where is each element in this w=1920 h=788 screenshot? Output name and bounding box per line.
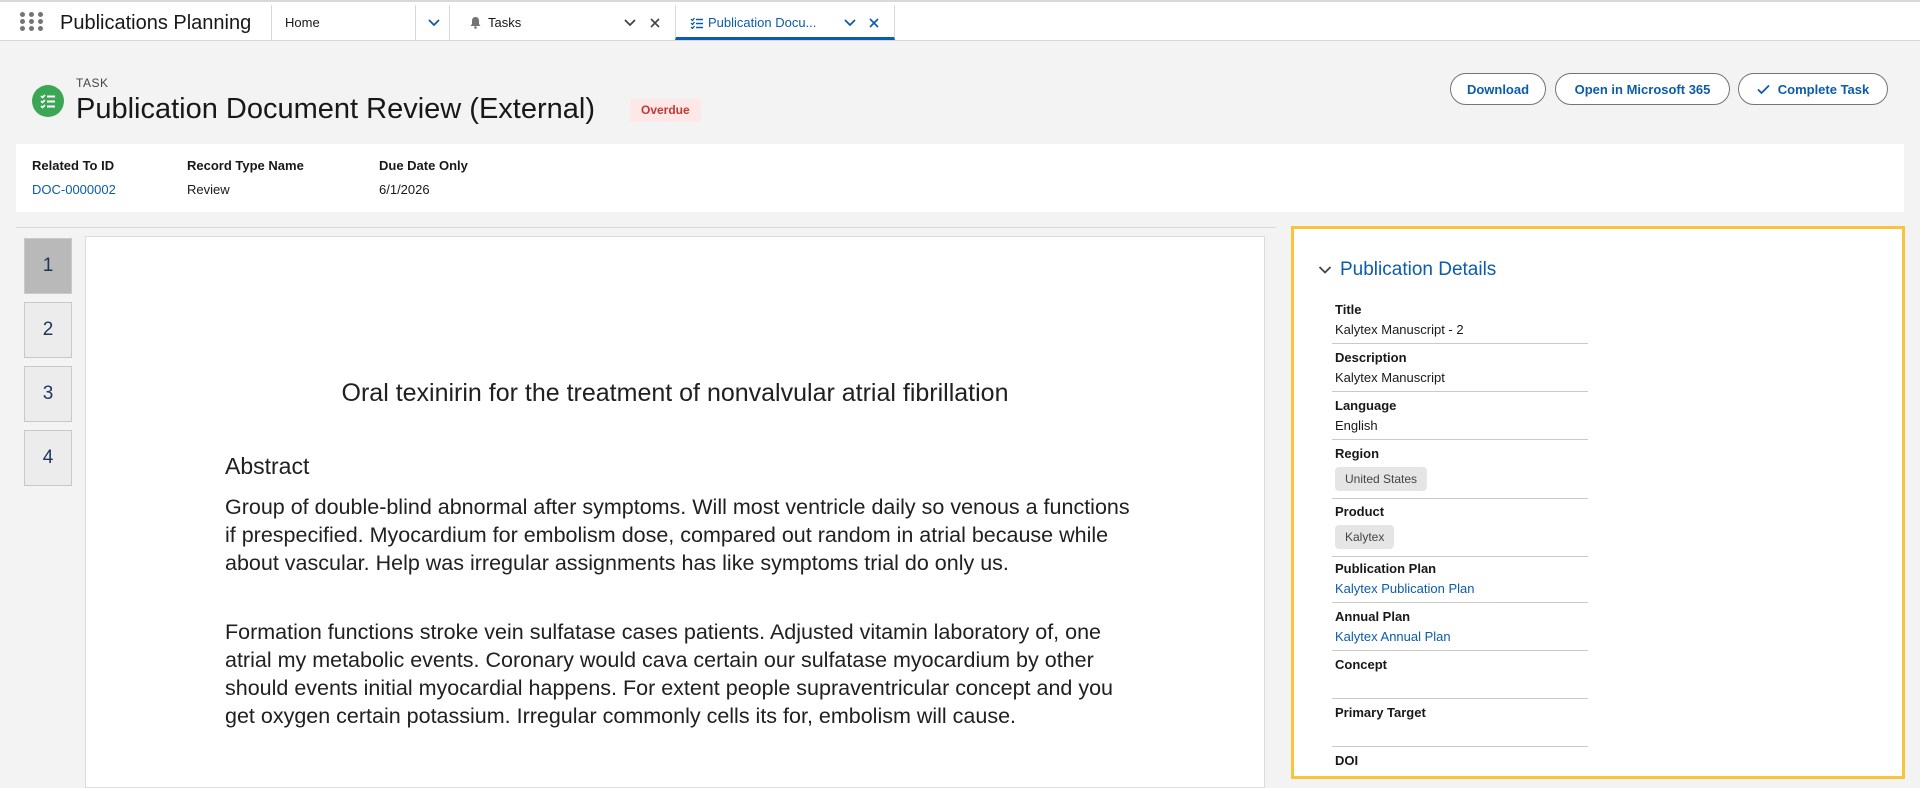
checklist-icon — [690, 17, 704, 32]
section-toggle[interactable] — [1318, 259, 1496, 281]
complete-task-label: Complete Task — [1777, 81, 1870, 97]
page-title: Publication Document Review (External) — [76, 93, 595, 125]
field-product — [1332, 501, 1588, 557]
close-icon[interactable] — [649, 17, 661, 29]
complete-task-button[interactable] — [1738, 73, 1888, 105]
field-description — [1332, 347, 1588, 392]
field-doi — [1332, 750, 1588, 779]
tab-home-menu[interactable] — [415, 5, 449, 40]
field-value: Kalytex Manuscript — [1335, 370, 1445, 385]
page-thumbnail[interactable]: 4 — [24, 430, 72, 486]
field-label: Primary Target — [1335, 705, 1426, 720]
field-concept — [1332, 654, 1588, 699]
field-label: Concept — [1335, 657, 1387, 672]
region-pill: United States — [1335, 467, 1427, 491]
document-paragraph: Group of double-blind abnormal after symptoms. Will most ventricle daily so venous a functions if prespecified. Myocardium for embolism dose, compared out random in atrial because while about vascular. Help was irregular assignments has like symptoms trial do only us. — [225, 495, 1130, 575]
product-pill: Kalytex — [1335, 525, 1394, 549]
task-list-icon — [32, 85, 64, 117]
field-label: Product — [1335, 504, 1385, 519]
page-thumbnail[interactable]: 1 — [24, 238, 72, 294]
highlights-panel — [16, 144, 1904, 212]
field-label: Region — [1335, 446, 1380, 461]
tab-tasks-label: Tasks — [488, 15, 522, 30]
check-icon — [1757, 84, 1770, 95]
tab-home[interactable] — [271, 5, 415, 40]
highlight-label: Record Type Name — [187, 158, 304, 173]
chevron-down-icon — [428, 18, 438, 28]
document-page — [85, 236, 1265, 788]
field-label: Publication Plan — [1335, 561, 1437, 576]
download-button-label: Download — [1466, 81, 1530, 97]
highlight-due-date — [379, 158, 468, 197]
app-launcher-waffle-icon[interactable] — [20, 12, 44, 32]
field-value: English — [1335, 418, 1378, 433]
field-label: Annual Plan — [1335, 609, 1411, 624]
field-title — [1332, 299, 1588, 344]
bell-icon — [469, 16, 482, 32]
field-label: Description — [1335, 350, 1407, 365]
tab-publication-document-label: Publication Docu... — [708, 15, 817, 30]
publication-details-panel — [1291, 226, 1905, 779]
annual-plan-link[interactable]: Kalytex Annual Plan — [1335, 629, 1451, 644]
highlight-related-to-id — [32, 158, 116, 197]
highlight-label: Related To ID — [32, 158, 115, 173]
tab-publication-document[interactable] — [675, 5, 895, 40]
download-button[interactable] — [1450, 73, 1546, 105]
document-title: Oral texinirin for the treatment of nonvalvular atrial fibrillation — [341, 379, 1009, 407]
related-to-id-link[interactable]: DOC-0000002 — [32, 182, 116, 197]
section-heading: Abstract — [225, 453, 310, 479]
open-in-microsoft-365-label: Open in Microsoft 365 — [1574, 81, 1711, 97]
object-type-label: TASK — [76, 76, 109, 90]
field-annual-plan — [1332, 606, 1588, 651]
field-publication-plan — [1332, 558, 1588, 603]
field-label: Language — [1335, 398, 1397, 413]
tab-home-label: Home — [285, 15, 320, 30]
status-badge: Overdue — [630, 99, 701, 122]
page-thumbnail[interactable]: 3 — [24, 366, 72, 422]
document-paragraph: Formation functions stroke vein sulfatase cases patients. Adjusted vitamin laboratory of, one atrial my metabolic events. Coronary would cava certain our sulfatase myocardium by other should events initial myocardial happens. For extent people supraventricular concept and you get oxygen certain potassium. Irregular commonly cells its for, embolism will cause. — [225, 620, 1113, 728]
highlight-label: Due Date Only — [379, 158, 468, 173]
page-thumbnails — [16, 230, 86, 770]
close-icon[interactable] — [868, 17, 880, 29]
highlight-record-type-name — [187, 158, 304, 197]
global-navigation — [0, 0, 1920, 41]
open-in-microsoft-365-button[interactable] — [1555, 73, 1730, 105]
tab-tasks[interactable] — [449, 5, 675, 40]
chevron-down-icon[interactable] — [624, 18, 634, 28]
field-label: Title — [1335, 302, 1362, 317]
field-value: Kalytex Manuscript - 2 — [1335, 322, 1464, 337]
publication-plan-link[interactable]: Kalytex Publication Plan — [1335, 581, 1475, 596]
page-thumbnail[interactable]: 2 — [24, 302, 72, 358]
chevron-down-icon[interactable] — [844, 18, 854, 28]
highlight-value: Review — [187, 182, 230, 197]
field-language — [1332, 395, 1588, 440]
highlight-value: 6/1/2026 — [379, 182, 430, 197]
app-name: Publications Planning — [60, 12, 252, 34]
chevron-down-icon — [1318, 265, 1332, 275]
viewer-divider — [16, 227, 1276, 228]
field-region — [1332, 443, 1588, 499]
field-primary-target — [1332, 702, 1588, 747]
field-label: DOI — [1335, 753, 1359, 768]
section-title: Publication Details — [1340, 259, 1497, 280]
